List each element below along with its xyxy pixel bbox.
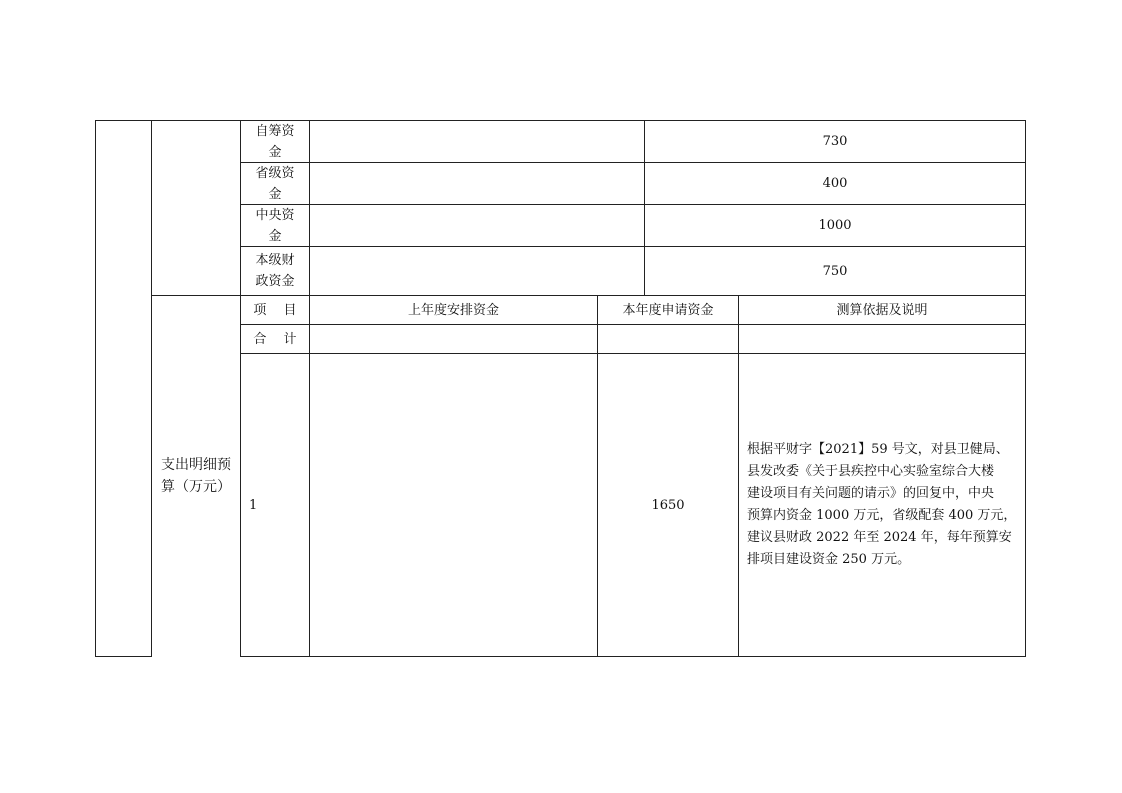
table-bottom-border	[240, 656, 1026, 657]
label-line: 中央资	[255, 207, 295, 223]
label-line: 支出明细预	[161, 457, 231, 473]
header-basis: 测算依据及说明	[836, 302, 928, 318]
total-last-year	[310, 325, 597, 353]
header-last-year: 上年度安排资金	[407, 302, 499, 318]
table-right-border	[1025, 120, 1026, 657]
funding-source-label	[241, 247, 309, 295]
funding-amount: 730	[822, 134, 848, 149]
total-basis	[739, 325, 1025, 353]
table-bottom-border	[95, 656, 152, 657]
row-item-number: 1	[249, 497, 258, 513]
label-line: 金	[268, 228, 282, 244]
header-this-year: 本年度申请资金	[622, 302, 714, 318]
row-basis-note: 根据平财字【2021】59 号文，对县卫健局、 县发改委《关于县疾控中心实验室综合大楼 建设项目有关问题的请示》的回复中，中央 预算内资金 1000 万元，省级配套 400 万元， 建议县财政 2022 年至 2024 年，每年预算安 排项目建设资金 250 万元。	[747, 442, 1017, 567]
label-line: 算（万元）	[161, 479, 231, 495]
row-this-year: 1650	[651, 497, 685, 513]
label-line: 省级资	[255, 165, 295, 181]
total-this-year	[598, 325, 738, 353]
label-line: 金	[268, 144, 282, 160]
label-line: 本级财	[255, 253, 295, 268]
funding-source-label	[241, 163, 309, 204]
total-label: 合 计	[253, 331, 304, 347]
funding-source-label	[241, 205, 309, 246]
label-line: 自筹资	[255, 123, 295, 139]
table-left-border	[95, 120, 96, 657]
funding-source-label	[241, 121, 309, 162]
funding-amount: 1000	[818, 218, 852, 233]
label-line: 政资金	[255, 274, 295, 289]
funding-amount: 400	[822, 176, 848, 191]
label-line: 金	[268, 186, 282, 202]
row-last-year	[310, 354, 597, 656]
header-item: 项 目	[253, 302, 304, 318]
funding-amount: 750	[822, 263, 848, 279]
expense-section-label	[152, 296, 240, 656]
